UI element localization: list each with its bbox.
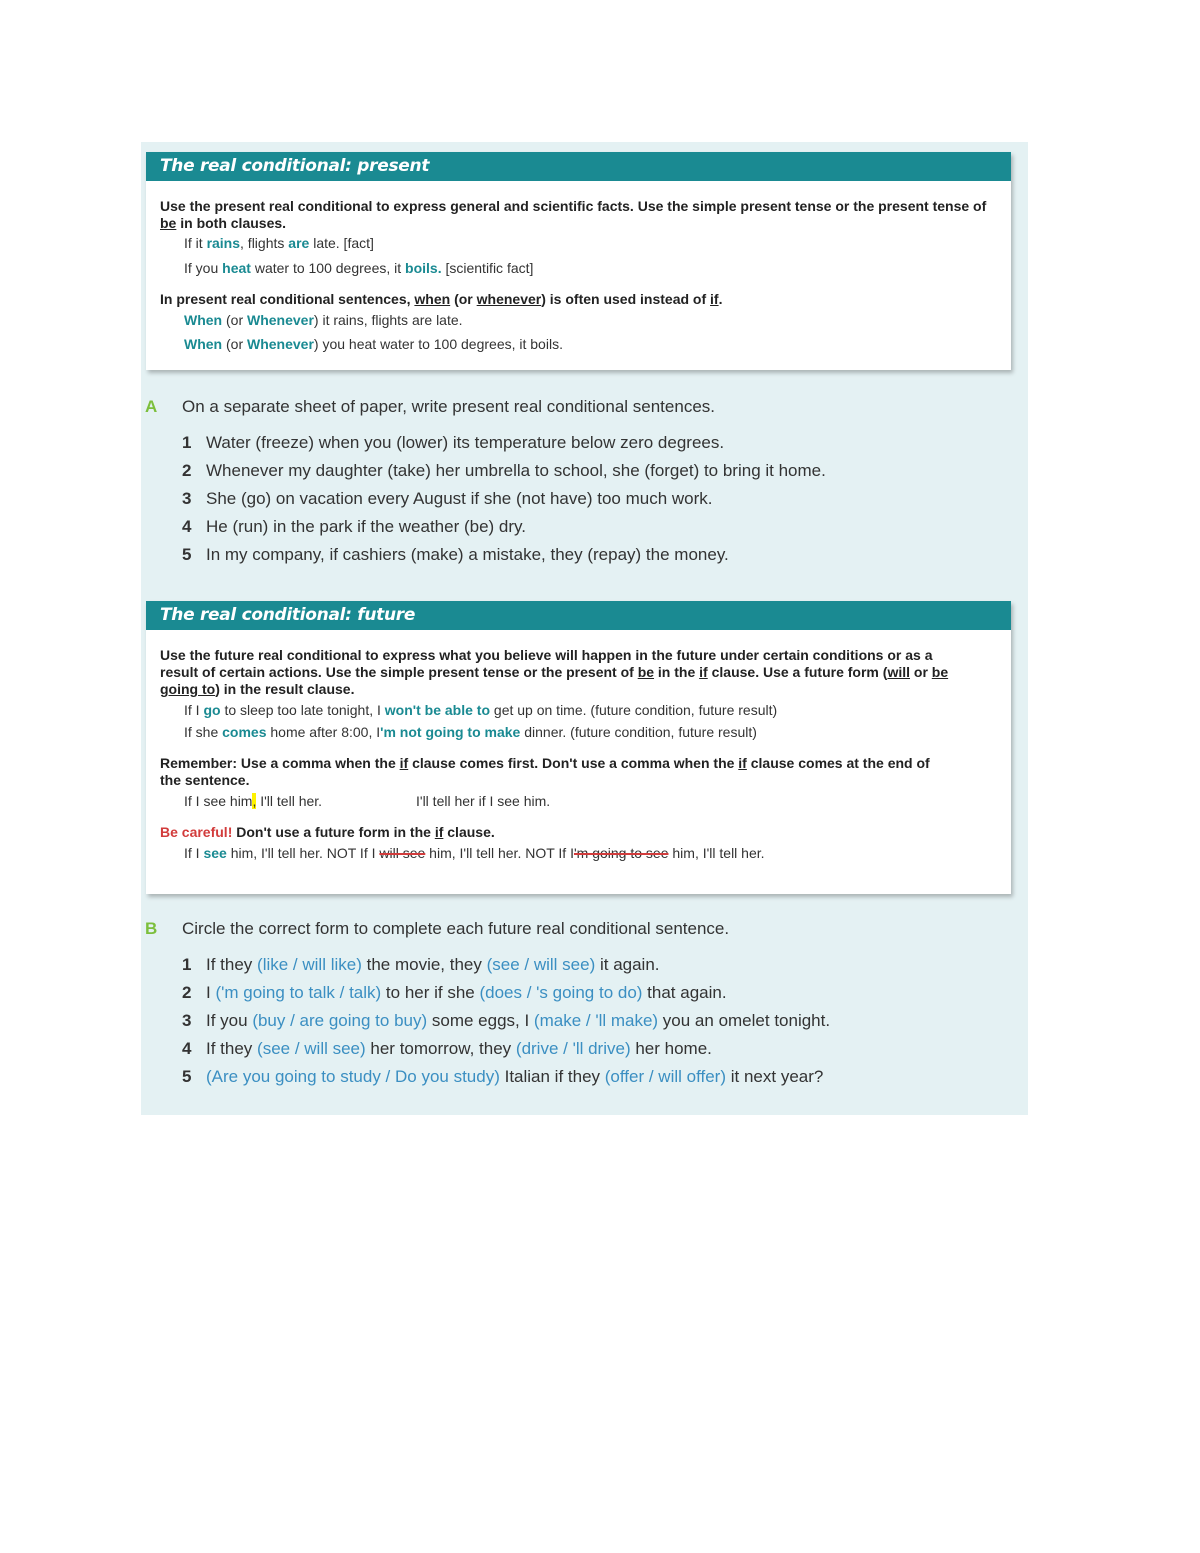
example-sentence: When (or Whenever) it rains, flights are late. [184, 312, 463, 328]
exercise-instruction: Circle the correct form to complete each future real conditional sentence. [182, 919, 730, 938]
item-number: 4 [182, 517, 192, 536]
exercise-item [141, 433, 1021, 461]
item-number: 2 [182, 983, 192, 1002]
item-text: Whenever my daughter (take) her umbrella to school, she (forget) to bring it home. [206, 461, 826, 480]
example-sentence: If I see him, I'll tell her. I'll tell her if I see him. [184, 793, 551, 809]
box-title: The real conditional: present [146, 152, 1011, 181]
item-number: 2 [182, 461, 192, 480]
exercise-item [141, 983, 1021, 1011]
exercise-item [141, 489, 1021, 517]
item-number: 5 [182, 1067, 192, 1086]
exercise-letter: B [145, 919, 158, 938]
item-number: 1 [182, 955, 192, 974]
answer-choice[interactable]: (see / will see) [257, 1039, 366, 1058]
exercise-item [141, 517, 1021, 545]
answer-choice[interactable]: (like / will like) [257, 955, 362, 974]
item-text: (Are you going to study / Do you study) Italian if they (offer / will offer) it next year? [206, 1067, 824, 1086]
answer-choice[interactable]: (does / 's going to do) [479, 983, 643, 1002]
exercise-b [141, 919, 1021, 1095]
exercise-item [141, 545, 1021, 573]
item-text: In my company, if cashiers (make) a mistake, they (repay) the money. [206, 545, 729, 564]
example-sentence: If it rains, flights are late. [fact] [184, 235, 374, 251]
answer-choice[interactable]: (offer / will offer) [604, 1067, 727, 1086]
item-text: Water (freeze) when you (lower) its temperature below zero degrees. [206, 433, 725, 452]
answer-choice[interactable]: (Are you going to study / Do you study) [206, 1067, 500, 1086]
exercise-a [141, 397, 1021, 573]
item-number: 1 [182, 433, 192, 452]
item-number: 5 [182, 545, 192, 564]
item-number: 3 [182, 1011, 192, 1030]
example-sentence: If she comes home after 8:00, I'm not going to make dinner. (future condition, future result) [184, 724, 757, 740]
exercise-item [141, 1039, 1021, 1067]
grammar-panel [141, 142, 1028, 1115]
answer-choice[interactable]: ('m going to talk / talk) [215, 983, 382, 1002]
example-sentence: If you heat water to 100 degrees, it boils. [scientific fact] [184, 260, 534, 276]
item-text: If you (buy / are going to buy) some eggs, I (make / 'll make) you an omelet tonight. [206, 1011, 831, 1030]
rule-text: Use the present real conditional to express general and scientific facts. Use the simple present tense or the present tense of be in both clauses. [160, 198, 987, 231]
item-text: She (go) on vacation every August if she (not have) too much work. [206, 489, 713, 508]
grammar-box-future [146, 601, 1011, 894]
exercise-item [141, 1067, 1021, 1095]
item-number: 4 [182, 1039, 192, 1058]
rule-text: Use the future real conditional to express what you believe will happen in the future under certain conditions or as a result of certain actions. Use the simple present tense or the present of be in the if clause. Use a future form (will or be going to) in the result clause. [160, 647, 949, 697]
example-sentence: When (or Whenever) you heat water to 100 degrees, it boils. [184, 336, 563, 352]
item-number: 3 [182, 489, 192, 508]
item-text: If they (like / will like) the movie, they (see / will see) it again. [206, 955, 660, 974]
grammar-box-present [146, 152, 1011, 370]
exercise-letter: A [145, 397, 158, 416]
answer-choice[interactable]: (make / 'll make) [533, 1011, 659, 1030]
caution-note: Be careful! Don't use a future form in the if clause. [160, 824, 495, 840]
answer-choice[interactable]: (see / will see) [486, 955, 596, 974]
example-sentence: If I go to sleep too late tonight, I won't be able to get up on time. (future condition, future result) [184, 702, 778, 718]
rule-text: Remember: Use a comma when the if clause comes first. Don't use a comma when the if clause comes at the end of the sentence. [160, 755, 930, 788]
box-title: The real conditional: future [146, 601, 1011, 630]
answer-choice[interactable]: (buy / are going to buy) [252, 1011, 428, 1030]
exercise-item [141, 955, 1021, 983]
example-sentence: If I see him, I'll tell her. NOT If I will see him, I'll tell her. NOT If I'm going to see him, I'll tell her. [184, 845, 765, 861]
item-text: If they (see / will see) her tomorrow, they (drive / 'll drive) her home. [206, 1039, 712, 1058]
exercise-item [141, 461, 1021, 489]
exercise-item [141, 1011, 1021, 1039]
exercise-instruction: On a separate sheet of paper, write present real conditional sentences. [182, 397, 715, 416]
item-text: He (run) in the park if the weather (be) dry. [206, 517, 526, 536]
item-text: I ('m going to talk / talk) to her if she (does / 's going to do) that again. [206, 983, 727, 1002]
answer-choice[interactable]: (drive / 'll drive) [515, 1039, 631, 1058]
rule-text: In present real conditional sentences, when (or whenever) is often used instead of if. [160, 291, 723, 307]
